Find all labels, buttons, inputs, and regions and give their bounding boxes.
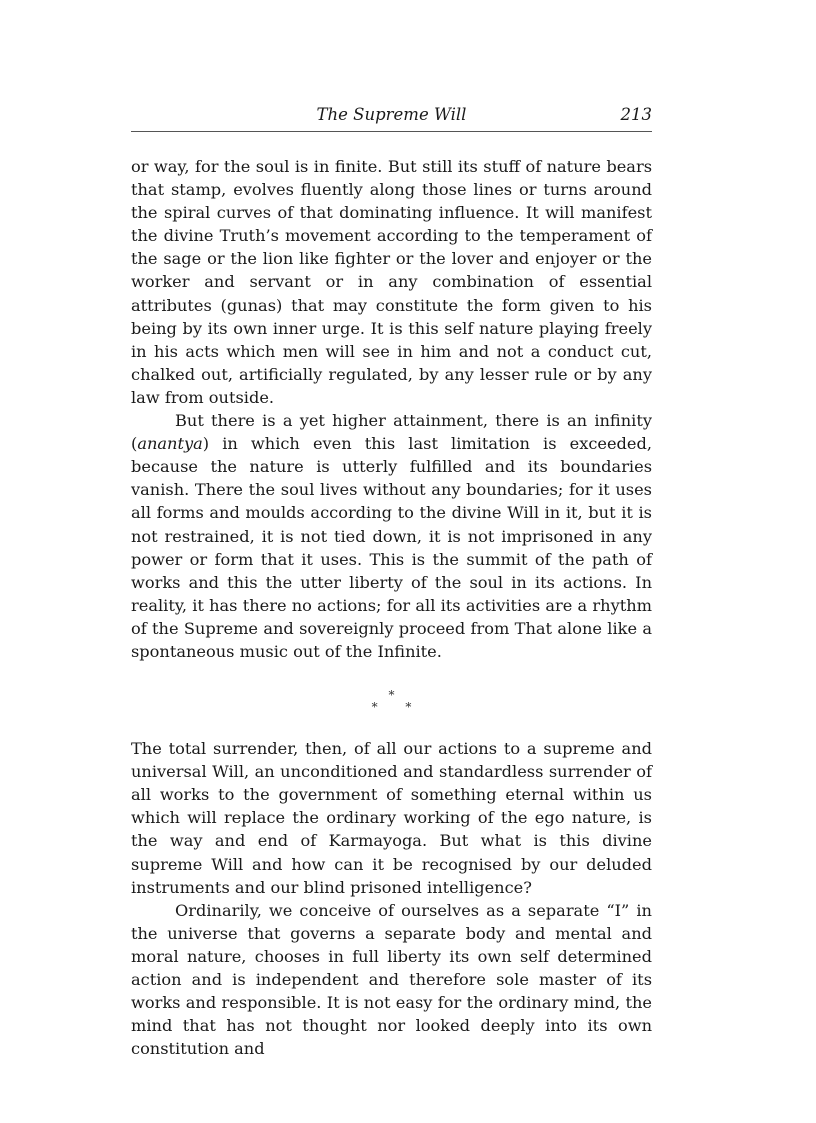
book-page [131,0,652,1123]
paragraph-3: The total surrender, then, of all our actions to a supreme and universal Will, an unconditioned and standardless surrender of all works to the government of something eternal within us which will replace the ordinary working of the ego nature, is the way and end of Karmayoga. But what is this divine supreme Will and how can it be recognised by our deluded instruments and our blind prisoned intelligence? [131,739,652,897]
header-rule [131,131,652,132]
paragraph-4: Ordinarily, we conceive of ourselves as a separate “I” in the universe that governs a separate body and mental and moral nature, chooses in full liberty its own self determined action and is independent and therefore sole master of its works and responsible. It is not easy for the ordinary mind, the mind that has not thought nor looked deeply into its own constitution and [131,900,652,1059]
paragraph-2-before: But there is a yet higher attainment, there is an infinity ( [131,411,652,454]
section-break-asterism [131,689,652,713]
running-title: The Supreme Will [316,105,467,124]
running-head [131,104,652,130]
paragraph-1: or way, for the soul is in finite. But still its stuff of nature bears that stamp, evolves fluently along those lines or turns around the spiral curves of that dominating influence. It will manifest the divine Truth’s movement according to the temperament of the sage or the lion like fighter or the lover and enjoyer or the worker and servant or in any combination of essential attributes (gunas) that may constitute the form given to his being by its own inner urge. It is this self nature playing freely in his acts which men will see in him and not a conduct cut, chalked out, artificially regulated, by any lesser rule or by any law from outside. [131,157,652,407]
page-number: 213 [620,105,652,124]
body-text [131,155,652,1060]
paragraph-2-after: ) in which even this last limitation is exceeded, because the nature is utterly fulfilled and its boundaries vanish. There the soul lives without any boundaries; for it uses all forms and moulds according to the divine Will in it, but it is not restrained, it is not tied down, it is not imprisoned in any power or form that it uses. This is the summit of the path of works and this the utter liberty of the soul in its actions. In reality, it has there no actions; for all its activities are a rhythm of the Supreme and sovereignly proceed from That alone like a spontaneous music out of the Infinite. [131,434,652,661]
paragraph-2-italic-term: anantya [137,434,203,454]
asterism-row-1: * [388,688,395,703]
paragraph-2 [131,409,652,663]
asterism-row-2: * * [371,700,424,715]
